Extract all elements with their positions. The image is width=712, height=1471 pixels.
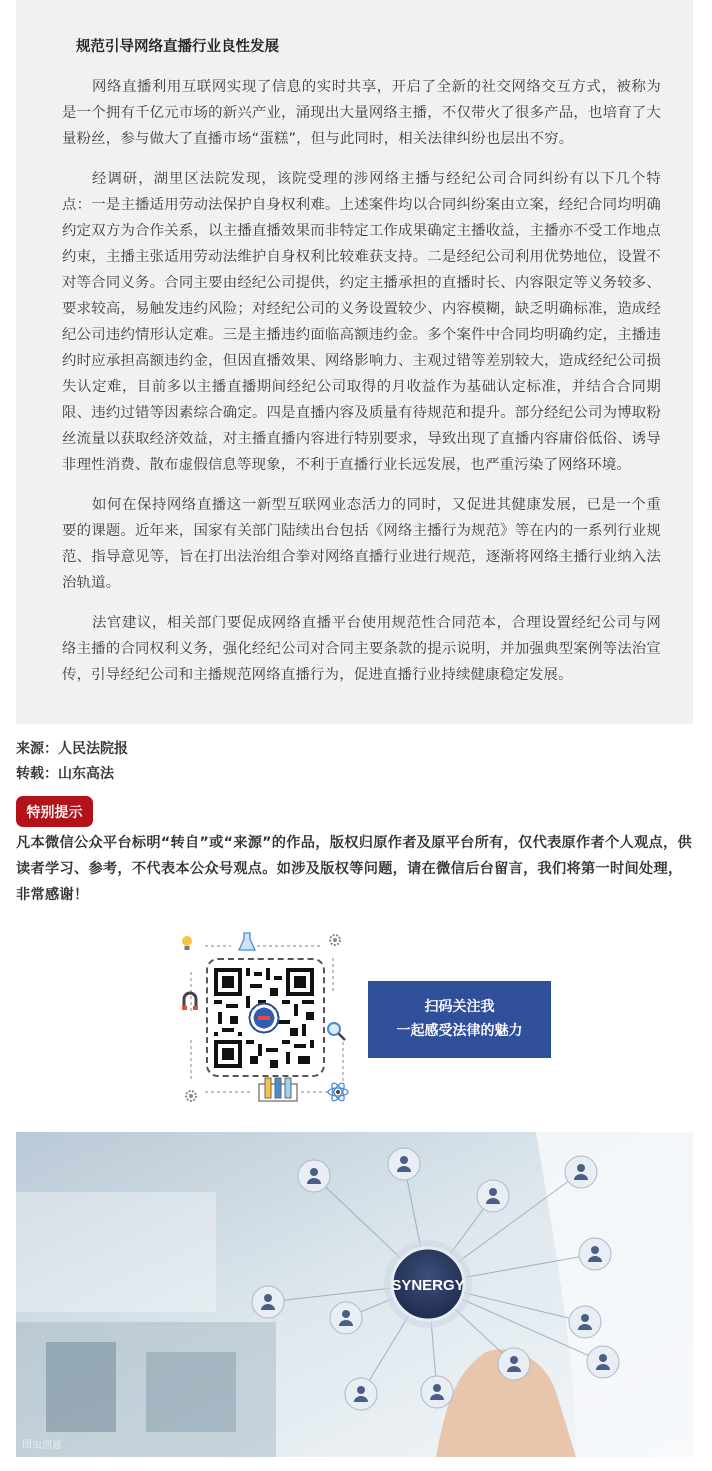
qr-code[interactable]: [214, 968, 314, 1068]
article-paragraph: 如何在保持网络直播这一新型互联网业态活力的同时，又促进其健康发展，已是一个重要的课题。近年来，国家有关部门陆续出台包括《网络主播行为规范》等在内的一系列行业规范、指导意见等，旨在打出法治组合拳对网络直播行业进行规范，逐渐将网络主播行业纳入法治轨道。: [62, 497, 661, 591]
magnet-icon: [180, 990, 200, 1016]
synergy-label: SYNERGY: [391, 1277, 465, 1294]
source-origin: 来源：人民法院报: [16, 741, 128, 757]
gear-icon: [327, 932, 343, 952]
article-paragraph: 网络直播利用互联网实现了信息的实时共享，开启了全新的社交网络交互方式，被称为是一个拥有千亿元市场的新兴产业，涌现出大量网络主播，不仅带火了很多产品，也培育了大量粉丝，参与做大了直播市场“蛋糕”，但与此同时，相关法律纠纷也层出不穷。: [62, 79, 661, 147]
flask-icon: [237, 931, 257, 957]
gear-icon: [183, 1088, 199, 1108]
follow-promo-box: [368, 981, 551, 1058]
article-paragraph: 经调研，湖里区法院发现，该院受理的涉网络主播与经纪公司合同纠纷有以下几个特点：一是主播适用劳动法保护自身权利难。上述案件均以合同纠纷案由立案，经纪合同均明确约定双方为合作关系，以主播直播效果而非特定工作成果确定主播收益，主播亦不受工作地点约束，主播主张适用劳动法维护自身权利比较难获支持。二是经纪公司利用优势地位，设置不对等合同义务。合同主要由经纪公司提供，约定主播承担的直播时长、内容限定等义务较多、要求较高，易触发违约风险；对经纪公司的义务设置较少、内容模糊，缺乏明确标准，造成经纪公司违约情形认定难。三是主播违约面临高额违约金。多个案件中合同均明确约定，主播违约时应承担高额违约金，但因直播效果、网络影响力、主观过错等差别较大，造成经纪公司损失认定难，目前多以主播直播期间经纪公司取得的月收益作为基础认定标准，并结合合同期限、违约过错等因素综合确定。四是直播内容及质量有待规范和提升。部分经纪公司为博取粉丝流量以获取经济效益，对主播直播内容进行特别要求，导致出现了直播内容庸俗低俗、诱导非理性消费、散布虚假信息等现象，不利于直播行业长远发展，也严重污染了网络环境。: [62, 171, 661, 473]
synergy-banner-image: [16, 1132, 693, 1457]
synergy-network-illustration: [16, 1132, 693, 1457]
magnifier-icon: [325, 1020, 347, 1046]
special-notice-badge: 特别提示: [16, 796, 93, 827]
atom-icon: [326, 1080, 350, 1108]
test-tubes-icon: [258, 1076, 298, 1106]
promo-line-1: 扫码关注我: [424, 999, 495, 1015]
article-paragraph: 法官建议，相关部门要促成网络直播平台使用规范性合同范本，合理设置经纪公司与网络主播的合同权利义务，强化经纪公司对合同主要条款的提示说明，并加强典型案例等法治宣传，引导经纪公司和主播规范网络直播行为，促进直播行业持续健康稳定发展。: [62, 615, 661, 683]
article-box: [16, 0, 693, 724]
article-title: 规范引导网络直播行业良性发展: [76, 39, 279, 55]
source-repost: 转载：山东高法: [16, 766, 114, 782]
lightbulb-icon: [178, 934, 196, 956]
notice-text: 凡本微信公众平台标明“转自”或“来源”的作品，版权归原作者及原平台所有，仅代表原作者个人观点，供读者学习、参考，不代表本公众号观点。如涉及版权等问题，请在微信后台留言，我们将第一时间处理，非常感谢！: [16, 835, 692, 903]
watermark: 图虫创意: [22, 1440, 62, 1451]
promo-line-2: 一起感受法律的魅力: [396, 1023, 523, 1039]
